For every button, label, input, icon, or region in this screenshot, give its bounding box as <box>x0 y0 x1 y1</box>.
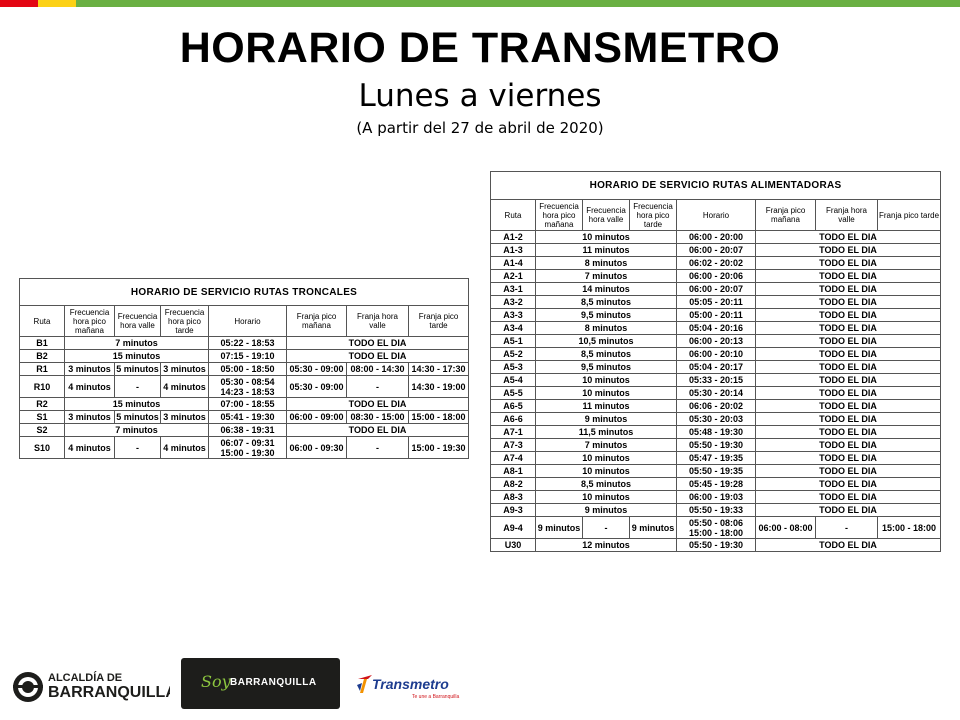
frequency-all-day: 14 minutos <box>536 283 677 296</box>
transmetro-logo <box>354 665 464 705</box>
col-header-freq-manana: Frecuencia hora pico mañana <box>65 306 115 337</box>
band-peak-morning: 05:30 - 09:00 <box>287 376 347 398</box>
route-code: A5-1 <box>491 335 536 348</box>
time-band-all-day: TODO EL DIA <box>756 296 941 309</box>
route-row <box>20 437 469 459</box>
route-code: A5-4 <box>491 374 536 387</box>
route-code: R1 <box>20 363 65 376</box>
frequency-all-day: 10 minutos <box>536 374 677 387</box>
time-band-all-day: TODO EL DIA <box>756 283 941 296</box>
route-code: B1 <box>20 337 65 350</box>
route-code: A1-3 <box>491 244 536 257</box>
time-band-all-day: TODO EL DIA <box>756 231 941 244</box>
time-band-all-day: TODO EL DIA <box>756 400 941 413</box>
frequency-peak-afternoon: 3 minutos <box>161 411 209 424</box>
route-code: A6-5 <box>491 400 536 413</box>
time-band-all-day: TODO EL DIA <box>756 374 941 387</box>
frequency-all-day: 7 minutos <box>65 424 209 437</box>
time-band-all-day: TODO EL DIA <box>756 309 941 322</box>
service-hours: 06:00 - 19:03 <box>677 491 756 504</box>
route-code: R10 <box>20 376 65 398</box>
col-header-franja-valle: Franja hora valle <box>347 306 409 337</box>
route-row <box>491 465 941 478</box>
service-hours: 05:50 - 19:33 <box>677 504 756 517</box>
frequency-all-day: 11 minutos <box>536 400 677 413</box>
service-hours: 05:33 - 20:15 <box>677 374 756 387</box>
route-row <box>491 400 941 413</box>
col-header-freq-tarde: Frecuencia hora pico tarde <box>161 306 209 337</box>
service-hours: 06:00 - 20:07 <box>677 244 756 257</box>
time-band-all-day: TODO EL DIA <box>756 348 941 361</box>
route-code: A7-3 <box>491 439 536 452</box>
route-code: R2 <box>20 398 65 411</box>
route-row <box>491 270 941 283</box>
time-band-all-day: TODO EL DIA <box>756 491 941 504</box>
frequency-all-day: 10 minutos <box>536 387 677 400</box>
top-bar-green <box>76 0 960 7</box>
frequency-all-day: 7 minutos <box>536 439 677 452</box>
frequency-off-peak: 5 minutos <box>116 412 159 422</box>
route-row <box>491 439 941 452</box>
frequency-peak-afternoon: 9 minutos <box>630 517 677 539</box>
soy-text: Soy <box>201 672 231 691</box>
route-code: A1-2 <box>491 231 536 244</box>
route-code: S2 <box>20 424 65 437</box>
route-row <box>491 413 941 426</box>
route-row <box>491 387 941 400</box>
route-row <box>20 350 469 363</box>
time-band-all-day: TODO EL DIA <box>756 322 941 335</box>
time-band-all-day: TODO EL DIA <box>756 387 941 400</box>
frequency-peak-morning: 3 minutos <box>65 411 115 424</box>
frequency-peak-afternoon: 4 minutos <box>161 437 209 459</box>
route-row <box>491 335 941 348</box>
frequency-all-day: 9 minutos <box>536 504 677 517</box>
route-row <box>491 478 941 491</box>
col-header-franja-valle: Franja hora valle <box>816 200 878 231</box>
transmetro-tagline: Te une a Barranquilla <box>412 694 460 700</box>
route-code: B2 <box>20 350 65 363</box>
band-peak-morning: 06:00 - 08:00 <box>756 517 816 539</box>
service-hours: 05:50 - 19:30 <box>677 439 756 452</box>
col-header-freq-valle: Frecuencia hora valle <box>583 200 630 231</box>
time-band-all-day: TODO EL DIA <box>287 424 469 437</box>
route-code: A7-4 <box>491 452 536 465</box>
frequency-all-day: 7 minutos <box>536 270 677 283</box>
frequency-all-day: 10 minutos <box>536 452 677 465</box>
frequency-all-day: 8 minutos <box>536 257 677 270</box>
frequency-all-day: 8 minutos <box>536 322 677 335</box>
route-row <box>491 491 941 504</box>
route-code: A5-3 <box>491 361 536 374</box>
service-hours: 05:04 - 20:17 <box>677 361 756 374</box>
service-hours: 05:30 - 20:03 <box>677 413 756 426</box>
route-row <box>20 363 469 376</box>
band-off-peak: - <box>816 517 878 539</box>
frequency-all-day: 10 minutos <box>536 491 677 504</box>
route-code: S10 <box>20 437 65 459</box>
frequency-all-day: 10 minutos <box>536 231 677 244</box>
time-band-all-day: TODO EL DIA <box>756 452 941 465</box>
alimentadoras-table-caption: HORARIO DE SERVICIO RUTAS ALIMENTADORAS <box>491 172 941 200</box>
route-row <box>491 361 941 374</box>
service-hours: 05:45 - 19:28 <box>677 478 756 491</box>
frequency-all-day: 7 minutos <box>65 337 209 350</box>
troncales-header-row <box>20 306 469 337</box>
route-row <box>491 504 941 517</box>
frequency-all-day: 9,5 minutos <box>536 309 677 322</box>
frequency-off-peak: - <box>115 437 161 459</box>
service-hours: 05:41 - 19:30 <box>209 411 287 424</box>
service-hours: 05:22 - 18:53 <box>209 337 287 350</box>
col-header-freq-valle: Frecuencia hora valle <box>115 306 161 337</box>
frequency-peak-morning: 9 minutos <box>536 517 583 539</box>
band-peak-afternoon: 15:00 - 18:00 <box>878 517 941 539</box>
service-hours: 06:02 - 20:02 <box>677 257 756 270</box>
time-band-all-day: TODO EL DIA <box>756 335 941 348</box>
band-peak-morning: 06:00 - 09:30 <box>287 437 347 459</box>
route-code: A8-1 <box>491 465 536 478</box>
band-peak-morning: 06:00 - 09:00 <box>287 411 347 424</box>
col-header-franja-manana: Franja pico mañana <box>287 306 347 337</box>
service-hours: 05:47 - 19:35 <box>677 452 756 465</box>
route-code: A6-6 <box>491 413 536 426</box>
frequency-all-day: 15 minutos <box>65 398 209 411</box>
troncales-schedule-table <box>19 278 469 459</box>
service-hours: 06:00 - 20:13 <box>677 335 756 348</box>
alcaldia-barranquilla-logo <box>10 661 170 709</box>
route-row <box>491 426 941 439</box>
time-band-all-day: TODO EL DIA <box>756 413 941 426</box>
frequency-all-day: 8,5 minutos <box>536 478 677 491</box>
band-peak-morning: 05:30 - 09:00 <box>287 363 347 376</box>
soy-city-text: BARRANQUILLA <box>230 677 317 688</box>
time-band-all-day: TODO EL DIA <box>756 478 941 491</box>
band-off-peak: 08:30 - 15:00 <box>347 411 409 424</box>
route-code: A3-3 <box>491 309 536 322</box>
band-off-peak: 08:00 - 14:30 <box>347 363 409 376</box>
service-hours: 05:48 - 19:30 <box>677 426 756 439</box>
route-row <box>491 539 941 552</box>
service-hours: 07:00 - 18:55 <box>209 398 287 411</box>
route-code: A2-1 <box>491 270 536 283</box>
time-band-all-day: TODO EL DIA <box>756 426 941 439</box>
route-code: A1-4 <box>491 257 536 270</box>
route-row <box>491 309 941 322</box>
route-row <box>491 231 941 244</box>
service-hours: 06:00 - 20:10 <box>677 348 756 361</box>
time-band-all-day: TODO EL DIA <box>756 244 941 257</box>
time-band-all-day: TODO EL DIA <box>287 337 469 350</box>
troncales-table-caption: HORARIO DE SERVICIO RUTAS TRONCALES <box>20 279 469 306</box>
route-code: A9-4 <box>491 517 536 539</box>
time-band-all-day: TODO EL DIA <box>756 257 941 270</box>
alimentadoras-schedule-table <box>490 171 941 552</box>
route-row <box>491 322 941 335</box>
band-peak-afternoon: 15:00 - 18:00 <box>409 411 469 424</box>
service-hours: 05:30 - 08:54 14:23 - 18:53 <box>209 376 287 398</box>
route-row <box>20 398 469 411</box>
top-bar-yellow <box>38 0 76 7</box>
col-header-ruta: Ruta <box>20 306 65 337</box>
col-header-franja-tarde: Franja pico tarde <box>878 200 941 231</box>
route-code: A5-2 <box>491 348 536 361</box>
service-hours: 05:30 - 20:14 <box>677 387 756 400</box>
service-hours: 06:00 - 20:07 <box>677 283 756 296</box>
frequency-all-day: 11,5 minutos <box>536 426 677 439</box>
time-band-all-day: TODO EL DIA <box>756 504 941 517</box>
frequency-off-peak: - <box>583 517 630 539</box>
page-subtitle: Lunes a viernes <box>358 78 602 114</box>
alcaldia-line2: BARRANQUILLA <box>48 684 170 701</box>
time-band-all-day: TODO EL DIA <box>756 361 941 374</box>
route-row <box>491 517 941 539</box>
frequency-all-day: 9 minutos <box>536 413 677 426</box>
route-code: A3-1 <box>491 283 536 296</box>
frequency-off-peak: 5 minutos <box>116 364 159 374</box>
band-peak-afternoon: 14:30 - 19:00 <box>409 376 469 398</box>
time-band-all-day: TODO EL DIA <box>287 350 469 363</box>
frequency-peak-afternoon: 4 minutos <box>161 376 209 398</box>
route-code: A8-2 <box>491 478 536 491</box>
time-band-all-day: TODO EL DIA <box>756 439 941 452</box>
frequency-all-day: 10 minutos <box>536 465 677 478</box>
frequency-all-day: 11 minutos <box>536 244 677 257</box>
service-hours: 06:07 - 09:31 15:00 - 19:30 <box>209 437 287 459</box>
col-header-franja-manana: Franja pico mañana <box>756 200 816 231</box>
col-header-ruta: Ruta <box>491 200 536 231</box>
route-row <box>491 244 941 257</box>
band-off-peak: - <box>347 376 409 398</box>
route-row <box>20 337 469 350</box>
service-hours: 05:50 - 19:30 <box>677 539 756 552</box>
service-hours: 07:15 - 19:10 <box>209 350 287 363</box>
time-band-all-day: TODO EL DIA <box>287 398 469 411</box>
band-peak-afternoon: 14:30 - 17:30 <box>409 363 469 376</box>
frequency-all-day: 15 minutos <box>65 350 209 363</box>
top-bar-red <box>0 0 38 7</box>
frequency-all-day: 8,5 minutos <box>536 348 677 361</box>
service-hours: 05:50 - 08:06 15:00 - 18:00 <box>677 517 756 539</box>
route-code: A9-3 <box>491 504 536 517</box>
route-row <box>491 296 941 309</box>
col-header-freq-manana: Frecuencia hora pico mañana <box>536 200 583 231</box>
frequency-off-peak: - <box>115 376 161 398</box>
route-code: A3-4 <box>491 322 536 335</box>
frequency-all-day: 12 minutos <box>536 539 677 552</box>
service-hours: 05:00 - 20:11 <box>677 309 756 322</box>
route-row <box>20 376 469 398</box>
route-code: A3-2 <box>491 296 536 309</box>
route-code: U30 <box>491 539 536 552</box>
soy-barranquilla-logo <box>181 658 340 709</box>
col-header-horario: Horario <box>209 306 287 337</box>
frequency-all-day: 9,5 minutos <box>536 361 677 374</box>
route-row <box>20 424 469 437</box>
route-row <box>491 283 941 296</box>
band-peak-afternoon: 15:00 - 19:30 <box>409 437 469 459</box>
service-hours: 05:04 - 20:16 <box>677 322 756 335</box>
footer-logos <box>0 655 960 715</box>
col-header-horario: Horario <box>677 200 756 231</box>
time-band-all-day: TODO EL DIA <box>756 465 941 478</box>
service-hours: 05:50 - 19:35 <box>677 465 756 478</box>
route-row <box>491 257 941 270</box>
route-code: A7-1 <box>491 426 536 439</box>
service-hours: 06:06 - 20:02 <box>677 400 756 413</box>
frequency-all-day: 10,5 minutos <box>536 335 677 348</box>
route-row <box>491 374 941 387</box>
route-row <box>491 348 941 361</box>
col-header-freq-tarde: Frecuencia hora pico tarde <box>630 200 677 231</box>
transmetro-name: Transmetro <box>372 676 449 692</box>
time-band-all-day: TODO EL DIA <box>756 539 941 552</box>
time-band-all-day: TODO EL DIA <box>756 270 941 283</box>
route-row <box>20 411 469 424</box>
frequency-all-day: 8,5 minutos <box>536 296 677 309</box>
service-hours: 06:00 - 20:00 <box>677 231 756 244</box>
route-row <box>491 452 941 465</box>
frequency-peak-morning: 4 minutos <box>65 376 115 398</box>
service-hours: 05:00 - 18:50 <box>209 363 287 376</box>
route-code: A8-3 <box>491 491 536 504</box>
band-off-peak: - <box>347 437 409 459</box>
col-header-franja-tarde: Franja pico tarde <box>409 306 469 337</box>
frequency-peak-morning: 3 minutos <box>65 363 115 376</box>
alcaldia-line1: ALCALDÍA DE <box>48 672 123 684</box>
frequency-peak-morning: 4 minutos <box>65 437 115 459</box>
effective-date-note: (A partir del 27 de abril de 2020) <box>356 119 604 137</box>
top-color-bar <box>0 0 960 7</box>
route-code: S1 <box>20 411 65 424</box>
service-hours: 05:05 - 20:11 <box>677 296 756 309</box>
service-hours: 06:38 - 19:31 <box>209 424 287 437</box>
alimentadoras-header-row <box>491 200 941 231</box>
page-title: HORARIO DE TRANSMETRO <box>179 24 781 72</box>
route-code: A5-5 <box>491 387 536 400</box>
service-hours: 06:00 - 20:06 <box>677 270 756 283</box>
frequency-peak-afternoon: 3 minutos <box>161 363 209 376</box>
